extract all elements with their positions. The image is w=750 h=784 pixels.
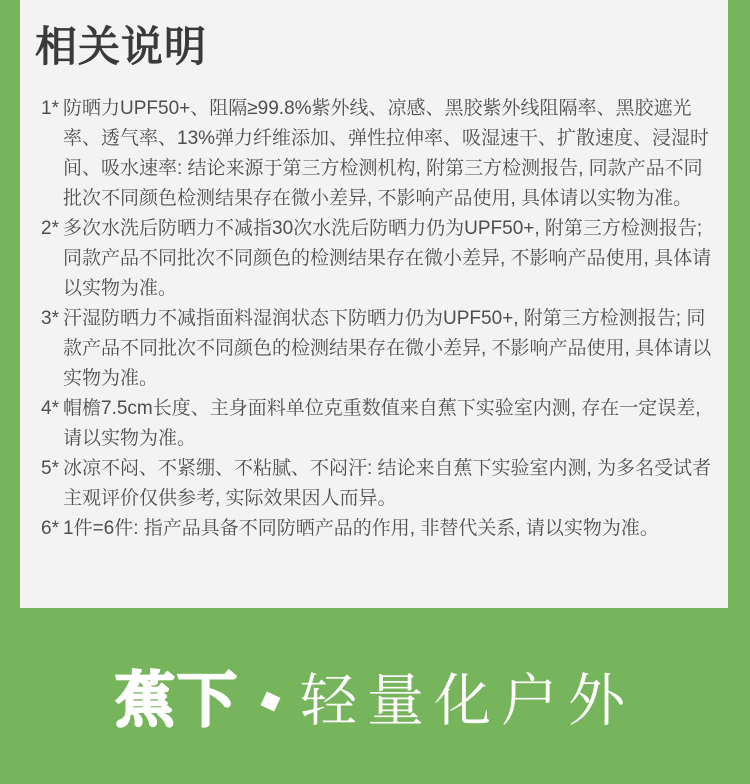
brand-footer [0, 646, 750, 746]
note-item [41, 94, 712, 214]
note-marker: 2* [41, 218, 59, 239]
note-text: 多次水洗后防晒力不减指30次水洗后防晒力仍为UPF50+, 附第三方检测报告; 同款产品不同批次不同颜色的检测结果存在微小差异, 不影响产品使用, 具体请以实物为准。 [63, 218, 712, 299]
note-marker: 1* [41, 98, 59, 119]
note-text: 帽檐7.5cm长度、主身面料单位克重数值来自蕉下实验室内测, 存在一定误差, 请以实物为准。 [63, 398, 701, 449]
note-marker: 5* [41, 458, 59, 479]
brand-logo-text: 蕉下 [115, 667, 239, 734]
note-marker: 3* [41, 308, 59, 329]
note-item [41, 454, 712, 514]
note-item [41, 214, 712, 304]
note-marker: 6* [41, 518, 59, 539]
section-title: 相关说明 [35, 23, 208, 70]
note-item [41, 514, 712, 544]
note-text: 1件=6件: 指产品具备不同防晒产品的作用, 非替代关系, 请以实物为准。 [63, 518, 659, 539]
note-text: 防晒力UPF50+、阻隔≥99.8%紫外线、凉感、黑胶紫外线阻隔率、黑胶遮光率、透气率、13%弹力纤维添加、弹性拉伸率、吸湿速干、扩散速度、浸湿时间、吸水速率: 结论来源于第三方检测机构, 附第三方检测报告, 同款产品不同批次不同颜色检测结果存在微小差异, 不影响产品使用, 具体请以实物为准。 [63, 98, 710, 209]
notes-card [20, 0, 728, 608]
note-item [41, 394, 712, 454]
note-item [41, 304, 712, 394]
note-text: 汗湿防晒力不减指面料湿润状态下防晒力仍为UPF50+, 附第三方检测报告; 同款产品不同批次不同颜色的检测结果存在微小差异, 不影响产品使用, 具体请以实物为准。 [63, 308, 712, 389]
note-marker: 4* [41, 398, 59, 419]
brand-tagline: 轻量化户外 [300, 669, 635, 733]
notes-list [41, 94, 712, 544]
dot-separator-icon [261, 691, 281, 711]
note-text: 冰凉不闷、不紧绷、不粘腻、不闷汗: 结论来自蕉下实验室内测, 为多名受试者主观评价仅供参考, 实际效果因人而异。 [63, 458, 712, 509]
